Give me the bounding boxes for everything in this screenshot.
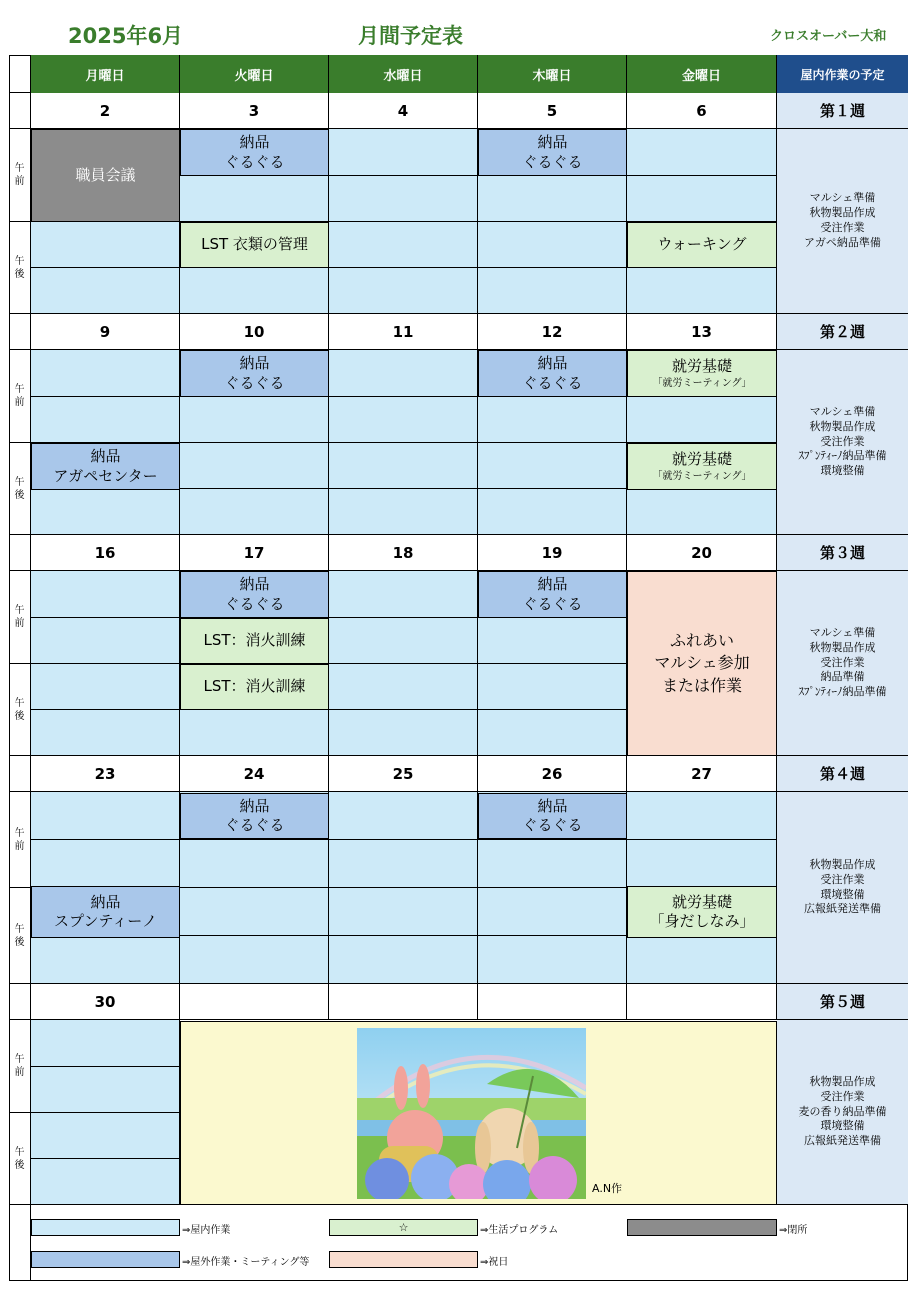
day-number: 30: [31, 984, 180, 1020]
calendar-slot[interactable]: [329, 397, 478, 443]
event-fire-drill: LST：消火訓練: [180, 664, 329, 710]
calendar-slot[interactable]: [31, 840, 180, 888]
calendar-slot[interactable]: [478, 936, 627, 984]
legend-closed-label: ⇒閉所: [779, 1225, 808, 1236]
page-title: 月間予定表: [358, 24, 463, 48]
day-number: 16: [31, 535, 180, 571]
event-fire-drill: LST：消火訓練: [180, 618, 329, 664]
calendar-slot[interactable]: [180, 443, 329, 489]
calendar-slot[interactable]: [627, 176, 777, 222]
indoor-schedule: 秋物製品作成 受注作業 麦の香り納品準備 環境整備 広報紙発送準備: [777, 1020, 908, 1205]
calendar-slot[interactable]: [329, 222, 478, 268]
day-number: 11: [329, 314, 478, 350]
event-delivery: 納品 ぐるぐる: [180, 571, 329, 618]
day-number: 13: [627, 314, 777, 350]
day-number: [627, 984, 777, 1020]
event-delivery-agape: 納品 アガペセンター: [31, 443, 180, 490]
calendar-slot[interactable]: [627, 489, 777, 535]
calendar-slot[interactable]: [478, 397, 627, 443]
event-delivery: 納品 ぐるぐる: [180, 129, 329, 176]
am-label: 午 前: [9, 129, 31, 222]
legend-swatch-indoor: [31, 1219, 180, 1236]
calendar-slot[interactable]: [478, 443, 627, 489]
calendar-slot[interactable]: [31, 1020, 180, 1067]
calendar-slot[interactable]: [329, 268, 478, 314]
event-marche: ふれあい マルシェ参加 または作業: [627, 571, 777, 756]
day-number: 20: [627, 535, 777, 571]
calendar-slot[interactable]: [31, 710, 180, 756]
event-label: 就労基礎: [671, 450, 732, 469]
pm-label: 午 後: [9, 443, 31, 535]
calendar-slot[interactable]: [180, 936, 329, 984]
event-lst: LST 衣類の管理: [180, 222, 329, 268]
pm-label: 午 後: [9, 222, 31, 314]
indoor-schedule: マルシェ準備 秋物製品作成 受注作業 ｽﾌﾟﾝﾃｨｰﾉ納品準備 環境整備: [777, 350, 908, 535]
calendar-slot[interactable]: [478, 618, 627, 664]
artwork-credit: A.N作: [592, 1182, 623, 1195]
col-indoor-plan: 屋内作業の予定: [777, 55, 908, 93]
event-staff-meeting: [31, 129, 180, 222]
calendar-slot[interactable]: [31, 1113, 180, 1159]
calendar-slot[interactable]: [478, 176, 627, 222]
day-number: 9: [31, 314, 180, 350]
calendar-slot[interactable]: [31, 571, 180, 618]
calendar-slot[interactable]: [180, 840, 329, 888]
calendar-slot[interactable]: [31, 1067, 180, 1113]
legend-gutter: [9, 1205, 31, 1281]
calendar-slot[interactable]: [329, 936, 478, 984]
day-number: [180, 984, 329, 1020]
day-number: 19: [478, 535, 627, 571]
day-number: 24: [180, 756, 329, 792]
calendar-slot[interactable]: [180, 397, 329, 443]
event-sublabel: 「就労ミーティング」: [652, 470, 752, 482]
calendar-slot[interactable]: [31, 222, 180, 268]
week-label: 第２週: [777, 314, 908, 350]
calendar-slot[interactable]: [31, 268, 180, 314]
calendar-slot[interactable]: [478, 222, 627, 268]
calendar-slot[interactable]: [627, 268, 777, 314]
am-label: 午 前: [9, 792, 31, 888]
calendar-slot[interactable]: [627, 792, 777, 840]
legend-indoor-label: ⇒屋内作業: [182, 1225, 231, 1236]
legend-life-label: ⇒生活プログラム: [480, 1225, 559, 1236]
col-tuesday: 火曜日: [180, 55, 329, 93]
day-number: 5: [478, 93, 627, 129]
indoor-schedule: 秋物製品作成 受注作業 環境整備 広報紙発送準備: [777, 792, 908, 984]
legend-swatch-holiday: [329, 1251, 478, 1268]
calendar-slot[interactable]: [180, 710, 329, 756]
legend-swatch-closed: [627, 1219, 777, 1236]
am-label: 午 前: [9, 571, 31, 664]
calendar-slot[interactable]: [478, 888, 627, 936]
event-delivery: 納品 ぐるぐる: [180, 793, 329, 839]
event-delivery-spuntino: 納品 スプンティーノ: [31, 886, 180, 938]
indoor-schedule: マルシェ準備 秋物製品作成 受注作業 アガペ納品準備: [777, 129, 908, 314]
am-label: 午 前: [9, 350, 31, 443]
gutter-date-row: [9, 535, 31, 571]
event-label: 就労基礎: [671, 357, 732, 376]
calendar-slot[interactable]: [627, 129, 777, 176]
week-label: 第１週: [777, 93, 908, 129]
gutter-date-row: [9, 756, 31, 792]
legend-holiday-label: ⇒祝日: [480, 1257, 509, 1268]
calendar-slot[interactable]: [478, 710, 627, 756]
calendar-slot[interactable]: [329, 129, 478, 176]
day-number: 6: [627, 93, 777, 129]
calendar-slot[interactable]: [329, 664, 478, 710]
calendar-slot[interactable]: [329, 710, 478, 756]
gutter-date-row: [9, 314, 31, 350]
calendar-slot[interactable]: [329, 792, 478, 840]
legend-outdoor-label: ⇒屋外作業・ミーティング等: [182, 1257, 310, 1268]
col-wednesday: 水曜日: [329, 55, 478, 93]
event-delivery: 納品 ぐるぐる: [478, 793, 627, 839]
calendar-slot[interactable]: [329, 176, 478, 222]
event-delivery: 納品 ぐるぐる: [180, 350, 329, 397]
calendar-slot[interactable]: [31, 1159, 180, 1205]
day-number: 25: [329, 756, 478, 792]
event-delivery: 納品 ぐるぐる: [478, 571, 627, 618]
col-monday: 月曜日: [31, 55, 180, 93]
event-work-basics: [627, 350, 777, 397]
calendar-slot[interactable]: [627, 840, 777, 888]
calendar-slot[interactable]: [329, 840, 478, 888]
event-delivery: 納品 ぐるぐる: [478, 350, 627, 397]
day-number: [329, 984, 478, 1020]
pm-label: 午 後: [9, 888, 31, 984]
day-number: 10: [180, 314, 329, 350]
calendar-slot[interactable]: [180, 888, 329, 936]
rabbits-illustration: [357, 1028, 586, 1199]
calendar-slot[interactable]: [31, 397, 180, 443]
event-work-basics: 就労基礎 「身だしなみ」: [627, 886, 777, 938]
calendar-slot[interactable]: [329, 571, 478, 618]
calendar-slot[interactable]: [627, 397, 777, 443]
org-name: クロスオーバー大和: [770, 29, 887, 44]
day-number: 18: [329, 535, 478, 571]
day-number: 2: [31, 93, 180, 129]
calendar-slot[interactable]: [478, 664, 627, 710]
day-number: [478, 984, 627, 1020]
event-delivery: 納品 ぐるぐる: [478, 129, 627, 176]
event-walking: ウォーキング: [627, 222, 777, 268]
gutter-date-row: [9, 93, 31, 129]
day-number: 3: [180, 93, 329, 129]
calendar-slot[interactable]: [329, 888, 478, 936]
indoor-schedule: マルシェ準備 秋物製品作成 受注作業 納品準備 ｽﾌﾟﾝﾃｨｰﾉ納品準備: [777, 571, 908, 756]
gutter-date-row: [9, 984, 31, 1020]
event-label: 職員会議: [75, 165, 136, 184]
calendar-slot[interactable]: [31, 350, 180, 397]
col-thursday: 木曜日: [478, 55, 627, 93]
pm-label: 午 後: [9, 664, 31, 756]
day-number: 17: [180, 535, 329, 571]
day-number: 26: [478, 756, 627, 792]
day-number: 4: [329, 93, 478, 129]
calendar-slot[interactable]: [31, 936, 180, 984]
calendar-slot[interactable]: [478, 489, 627, 535]
calendar-slot[interactable]: [31, 618, 180, 664]
col-friday: 金曜日: [627, 55, 777, 93]
event-sublabel: 「就労ミーティング」: [652, 377, 752, 389]
pm-label: 午 後: [9, 1113, 31, 1205]
calendar-slot[interactable]: [329, 618, 478, 664]
event-work-basics: [627, 443, 777, 490]
calendar-slot[interactable]: [627, 936, 777, 984]
am-label: 午 前: [9, 1020, 31, 1113]
calendar-slot[interactable]: [31, 664, 180, 710]
year-month: 2025年6月: [68, 24, 184, 48]
calendar-slot[interactable]: [180, 268, 329, 314]
calendar-slot[interactable]: [31, 489, 180, 535]
calendar-slot[interactable]: [329, 489, 478, 535]
calendar-slot[interactable]: [31, 792, 180, 840]
day-number: 12: [478, 314, 627, 350]
calendar-slot[interactable]: [478, 268, 627, 314]
day-number: 23: [31, 756, 180, 792]
legend-swatch-outdoor: [31, 1251, 180, 1268]
legend-swatch-life: ☆: [329, 1219, 478, 1236]
calendar-slot[interactable]: [180, 489, 329, 535]
corner-cell: [9, 55, 31, 93]
week-label: 第５週: [777, 984, 908, 1020]
calendar-slot[interactable]: [329, 350, 478, 397]
calendar-slot[interactable]: [329, 443, 478, 489]
calendar-slot[interactable]: [478, 840, 627, 888]
calendar-slot[interactable]: [180, 176, 329, 222]
week-label: 第３週: [777, 535, 908, 571]
day-number: 27: [627, 756, 777, 792]
week-label: 第４週: [777, 756, 908, 792]
